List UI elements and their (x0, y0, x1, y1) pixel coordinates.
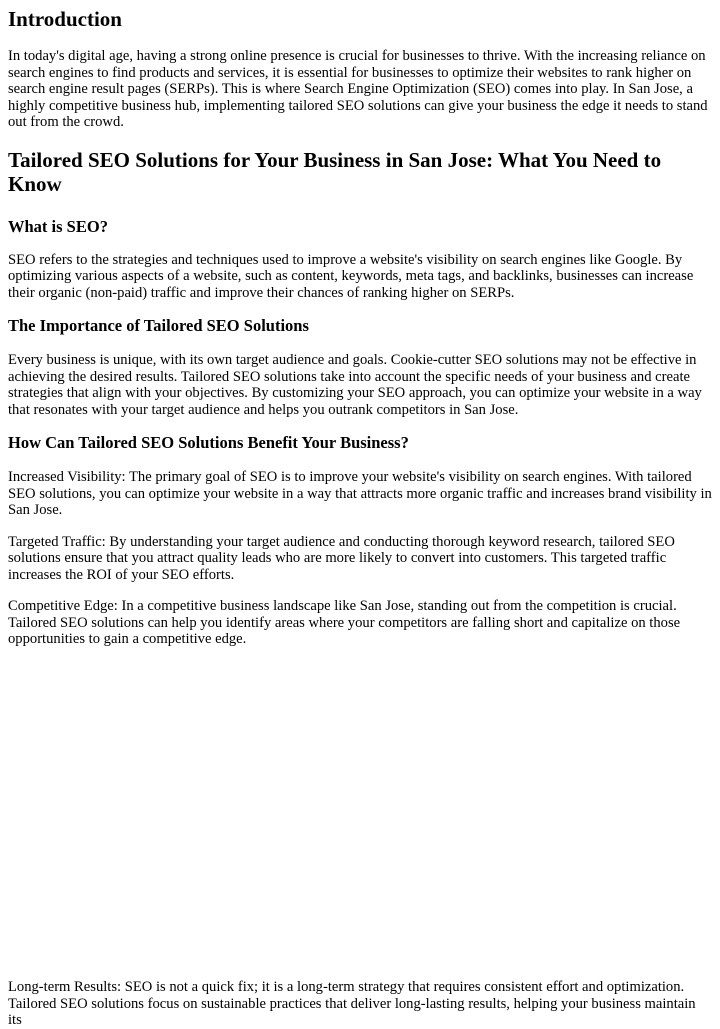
long-term-results-paragraph: Long-term Results: SEO is not a quick fix; it is a long-term strategy that requires consistent effort and optimization. Tailored SEO solutions focus on sustainable practices that deliver long-lasting results, helping your business maintain its (8, 979, 696, 1028)
importance-heading: The Importance of Tailored SEO Solutions (8, 316, 309, 335)
introduction-heading: Introduction (8, 7, 122, 31)
increased-visibility-paragraph: Increased Visibility: The primary goal of SEO is to improve your website's visibility on search engines. With tailored SEO solutions, you can optimize your website in a way that attracts more organic traffic and increases brand visibility in San Jose. (8, 469, 712, 518)
importance-paragraph: Every business is unique, with its own target audience and goals. Cookie-cutter SEO solutions may not be effective in achieving the desired results. Tailored SEO solutions take into account the specific needs of your business and create strategies that align with your objectives. By customizing your SEO approach, you can optimize your website in a way that resonates with your target audience and helps you outrank competitors in San Jose. (8, 352, 702, 418)
benefits-heading: How Can Tailored SEO Solutions Benefit Your Business? (8, 433, 409, 452)
what-is-seo-paragraph: SEO refers to the strategies and techniques used to improve a website's visibility on search engines like Google. By optimizing various aspects of a website, such as content, keywords, meta tags, and backlinks, businesses can increase their organic (non-paid) traffic and improve their chances of ranking higher on SERPs. (8, 251, 694, 301)
document-page (8, 0, 712, 648)
what-is-seo-heading: What is SEO? (8, 216, 108, 236)
competitive-edge-paragraph: Competitive Edge: In a competitive business landscape like San Jose, standing out from the competition is crucial. Tailored SEO solutions can help you identify areas where your competitors are falling short and capitalize on those opportunities to gain a competitive edge. (8, 598, 681, 647)
article-title: Tailored SEO Solutions for Your Business in San Jose: What You Need to Know (8, 147, 662, 196)
targeted-traffic-paragraph: Targeted Traffic: By understanding your target audience and conducting thorough keyword research, tailored SEO solutions ensure that you attract quality leads who are more likely to convert into customers. This targeted traffic increases the ROI of your SEO efforts. (8, 533, 675, 583)
introduction-paragraph: In today's digital age, having a strong online presence is crucial for businesses to thrive. With the increasing reliance on search engines to find products and services, it is essential for businesses to optimize their websites to rank higher on search engine result pages (SERPs). This is where Search Engine Optimization (SEO) comes into play. In San Jose, a highly competitive business hub, implementing tailored SEO solutions can give your business the edge it needs to stand out from the crowd. (8, 48, 708, 130)
